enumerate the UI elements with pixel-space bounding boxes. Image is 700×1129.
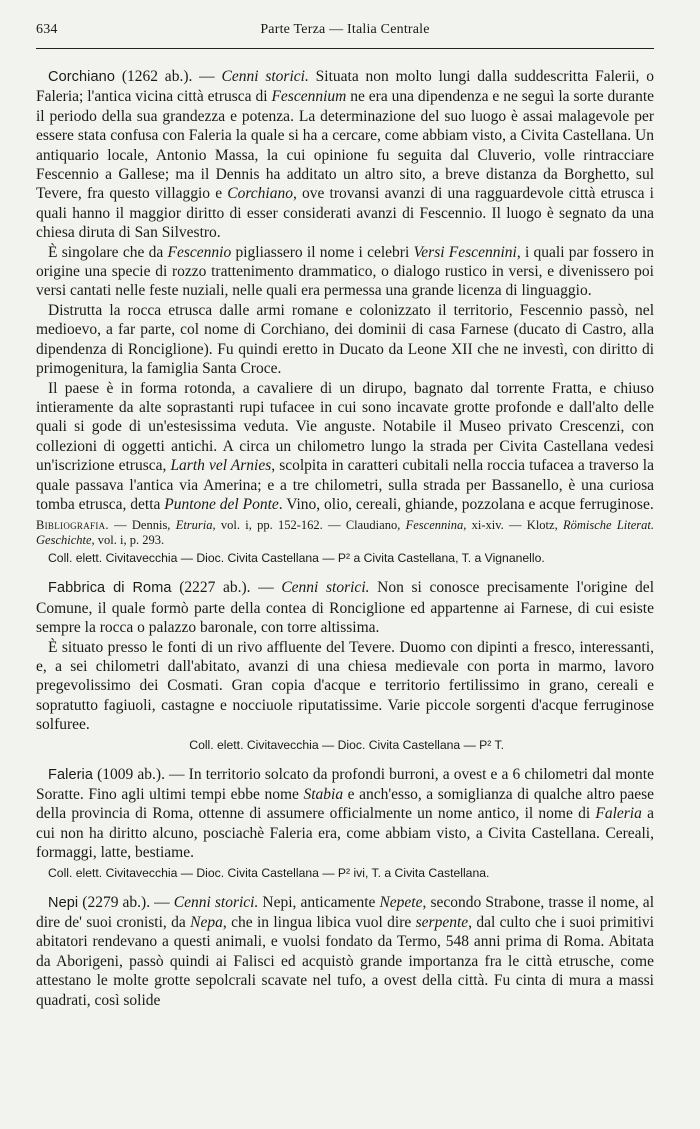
page-number: 634: [36, 22, 58, 37]
entry-faleria-p1: Faleria (1009 ab.). — In territorio solcato da profondi burroni, a ovest e a 6 chilometri dal monte Soratte. Fino agli ultimi tempi ebbe nome Stabia e anch'esso, a somiglianza di qualche altro paese della provincia di Roma, ottenne di assumere officialmente un nome antico, il nome di Faleria a cui non ha diritto alcuno, posciachè Faleria era, come abbiam visto, a Civita Castellana. Cereali, formaggi, latte, bestiame.: [36, 765, 654, 862]
bibliography: Bibliografia. — Dennis, Etruria, vol. i, pp. 152-162. — Claudiano, Fescennina, xi-xiv. — Klotz, Römische Literat. Geschichte, vol. i, p. 293.: [36, 518, 654, 548]
entry-corchiano-p1: Corchiano (1262 ab.). — Cenni storici. Situata non molto lungi dalla suddescritta Falerii, o Faleria; l'antica vicina città etrusca di Fescennium ne era una dipendenza e ne seguì la sorte durante il periodo della sua grandezza e potenza. La determinazione del suo luogo è assai malagevole per essere stata confusa con Faleria la quale si ha a cercare, come abbiam visto, a Civita Castellana. Un antiquario locale, Antonio Massa, la cui opinione fu seguita dal Cluverio, volle rintracciare Fescennio a Gallese; ma il Dennis ha additato un altro sito, a breve distanza da Borghetto, sul Tevere, fra questo villaggio e Corchiano, ove trovansi avanzi di una ragguardevole città etrusca i quali hanno il maggior diritto di esser considerati avanzi di Fescennio. Il luogo è segnato da una chiesa diruta di San Silvestro.: [36, 68, 655, 242]
entry-corchiano-p2: È singolare che da Fescennio pigliassero il nome i celebri Versi Fescennini, i quali par fossero in origine una specie di rozzo trattenimento drammatico, o dialogo rustico in versi, e divenissero poi versi cantati nelle feste nuziali, nelle quali era permessa una grande licenza di linguaggio.: [36, 243, 654, 300]
entry-heading: Fabbrica di Roma: [48, 580, 172, 597]
running-title: Parte Terza — Italia Centrale: [260, 22, 430, 37]
running-head: [36, 18, 654, 42]
collegio-line: Coll. elett. Civitavecchia — Dioc. Civita Castellana — P² T.: [189, 737, 504, 752]
entry-heading: Faleria: [48, 766, 94, 783]
page: [36, 18, 654, 1010]
document-body: [36, 67, 654, 1010]
entry-heading: Nepi: [48, 894, 79, 911]
collegio-line: Coll. elett. Civitavecchia — Dioc. Civita Castellana — P² ivi, T. a Civita Castellana.: [48, 865, 490, 880]
entry-nepi-p1: Nepi (2279 ab.). — Cenni storici. Nepi, anticamente Nepete, secondo Strabone, trasse il nome, al dire de' suoi cronisti, da Nepa, che in lingua libica vuol dire serpente, dal culto che i suoi primitivi abitatori rendevano a questi animali, e vuolsi fondato da Termo, 548 anni prima di Roma. Abitata da Aborigeni, passò quindi ai Falisci ed acquistò grande importanza fra le città etrusche, come attestano le molte grotte sepolcrali scavate nel tufo, a ovest della città. Fu cinta di mura a massi quadrati, così solide: [36, 893, 654, 1009]
entry-corchiano-p4: Il paese è in forma rotonda, a cavaliere di un dirupo, bagnato dal torrente Fratta, e chiuso intieramente da alte soprastanti rupi tufacee in cui sono incavate grotte profonde e dall'alto delle quali si gode di un'estesissima veduta. Vie anguste. Notabile il Museo privato Crescenzi, con collezioni di oggetti antichi. A circa un chilometro lungo la strada per Civita Castellana vedesi un'iscrizione etrusca, Larth vel Arnies, scolpita in caratteri cubitali nella roccia tufacea a traverso la quale passava l'antica via Amerina; e a tre chilometri, sulla strada per Bassanello, è una curiosa tomba etrusca, detta Puntone del Ponte. Vino, olio, cereali, ghiande, pozzolana e acque ferruginose.: [36, 379, 654, 513]
header-rule: [36, 48, 654, 49]
collegio-line: Coll. elett. Civitavecchia — Dioc. Civita Castellana — P² a Civita Castellana, T. a Vignanello.: [48, 551, 545, 566]
entry-fabbrica-p1: Fabbrica di Roma (2227 ab.). — Cenni storici. Non si conosce precisamente l'origine del Comune, il quale formò parte della contea di Ronciglione ed appartenne ai Farnese, di cui esiste sempre la rocca o palazzo baronale, con torre altissima.: [36, 579, 654, 637]
entry-fabbrica-p2: È situato presso le fonti di un rivo affluente del Tevere. Duomo con dipinti a fresco, interessanti, e, a sei chilometri dall'abitato, avanzi di una chiesa medievale con porta in marmo, lavoro pregevolissimo dei Cosmati. Gran copia d'acque e territorio fertilissimo in grano, cereali e sopratutto fagiuoli, castagne e nocciuole riputatissime. Varie piccole sorgenti d'acque ferruginose solfuree.: [36, 638, 654, 734]
entry-heading: Corchiano: [48, 69, 115, 85]
entry-corchiano-p3: Distrutta la rocca etrusca dalle armi romane e colonizzato il territorio, Fescennio passò, nel medioevo, a far parte, col nome di Corchiano, dei dominii di casa Farnese (ducato di Castro, alla dipendenza di Ronciglione). Fu quindi eretto in Ducato da Leone XII che ne investì, con diritto di primogenitura, la famiglia Santa Croce.: [36, 301, 654, 378]
